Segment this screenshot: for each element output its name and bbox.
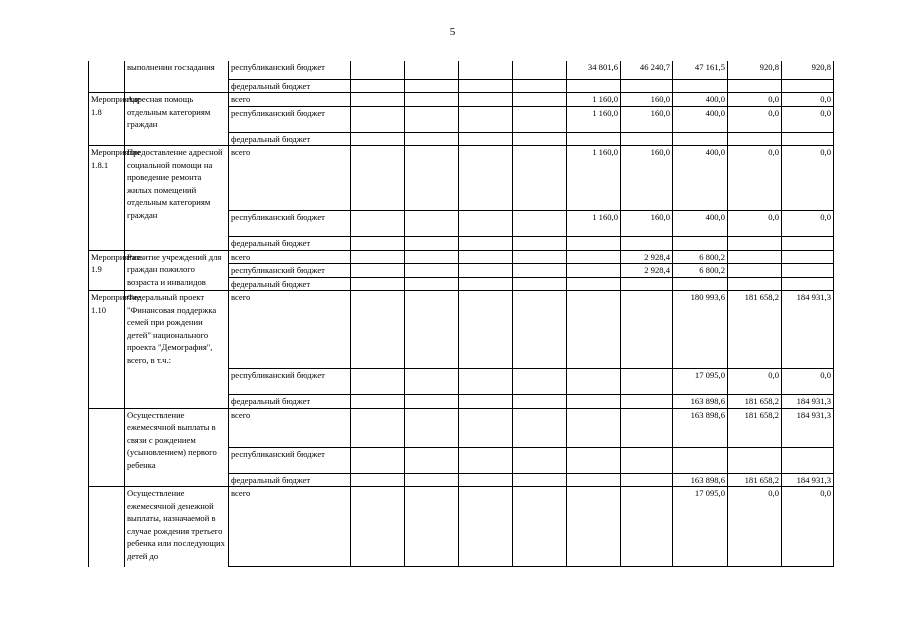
amount-cell (567, 277, 621, 291)
empty-year-cell (459, 146, 513, 211)
amount-cell (567, 408, 621, 447)
empty-year-cell (405, 211, 459, 237)
empty-year-cell (351, 487, 405, 567)
amount-cell: 1 160,0 (567, 106, 621, 132)
funding-source-cell: всего (229, 291, 351, 369)
empty-year-cell (459, 61, 513, 79)
empty-year-cell (351, 408, 405, 447)
measure-title-cell: выполнении госзадания (125, 61, 229, 93)
amount-cell: 6 800,2 (673, 264, 728, 278)
funding-source-cell: всего (229, 146, 351, 211)
table-row (89, 250, 834, 264)
amount-cell (621, 395, 673, 409)
funding-source-cell: всего (229, 487, 351, 567)
empty-year-cell (459, 447, 513, 473)
measure-code-cell (89, 487, 125, 567)
empty-year-cell (513, 291, 567, 369)
empty-year-cell (405, 473, 459, 487)
amount-cell (621, 447, 673, 473)
empty-year-cell (513, 211, 567, 237)
amount-cell (567, 447, 621, 473)
empty-year-cell (459, 250, 513, 264)
empty-year-cell (513, 447, 567, 473)
amount-cell (673, 237, 728, 251)
amount-cell (782, 132, 834, 146)
funding-source-cell: федеральный бюджет (229, 132, 351, 146)
empty-year-cell (351, 473, 405, 487)
empty-year-cell (513, 146, 567, 211)
empty-year-cell (405, 291, 459, 369)
amount-cell (567, 250, 621, 264)
amount-cell (621, 237, 673, 251)
amount-cell: 46 240,7 (621, 61, 673, 79)
amount-cell (621, 408, 673, 447)
empty-year-cell (405, 447, 459, 473)
amount-cell: 920,8 (728, 61, 782, 79)
amount-cell: 181 658,2 (728, 408, 782, 447)
amount-cell (567, 132, 621, 146)
amount-cell: 160,0 (621, 211, 673, 237)
table-row (89, 291, 834, 369)
amount-cell: 0,0 (728, 146, 782, 211)
amount-cell: 0,0 (728, 369, 782, 395)
amount-cell (673, 79, 728, 93)
empty-year-cell (459, 395, 513, 409)
amount-cell: 17 095,0 (673, 369, 728, 395)
amount-cell: 184 931,3 (782, 395, 834, 409)
empty-year-cell (405, 132, 459, 146)
funding-source-cell: республиканский бюджет (229, 264, 351, 278)
amount-cell (567, 237, 621, 251)
amount-cell: 0,0 (782, 146, 834, 211)
empty-year-cell (513, 369, 567, 395)
amount-cell (782, 277, 834, 291)
empty-year-cell (513, 277, 567, 291)
amount-cell: 1 160,0 (567, 146, 621, 211)
amount-cell (621, 291, 673, 369)
empty-year-cell (351, 447, 405, 473)
amount-cell: 0,0 (782, 106, 834, 132)
amount-cell: 0,0 (728, 211, 782, 237)
amount-cell: 400,0 (673, 146, 728, 211)
amount-cell (567, 79, 621, 93)
amount-cell (728, 250, 782, 264)
funding-source-cell: республиканский бюджет (229, 211, 351, 237)
empty-year-cell (459, 369, 513, 395)
measure-title-cell: Осуществление ежемесячной выплаты в связи с рождением (усыновлением) первого ребенка (125, 408, 229, 487)
amount-cell: 1 160,0 (567, 211, 621, 237)
funding-source-cell: всего (229, 250, 351, 264)
amount-cell: 0,0 (728, 487, 782, 567)
measure-title-cell: Осуществление ежемесячной денежной выплаты, назначаемой в случае рождения третьего ребенка или последующих детей до (125, 487, 229, 567)
empty-year-cell (351, 369, 405, 395)
funding-source-cell: федеральный бюджет (229, 395, 351, 409)
amount-cell: 400,0 (673, 93, 728, 107)
empty-year-cell (459, 237, 513, 251)
funding-source-cell: всего (229, 93, 351, 107)
measure-code-cell: Мероприятие 1.8.1 (89, 146, 125, 251)
empty-year-cell (405, 487, 459, 567)
amount-cell: 17 095,0 (673, 487, 728, 567)
empty-year-cell (513, 487, 567, 567)
funding-source-cell: республиканский бюджет (229, 61, 351, 79)
amount-cell: 0,0 (782, 369, 834, 395)
empty-year-cell (351, 79, 405, 93)
empty-year-cell (459, 132, 513, 146)
amount-cell: 163 898,6 (673, 395, 728, 409)
empty-year-cell (459, 264, 513, 278)
amount-cell: 184 931,3 (782, 473, 834, 487)
empty-year-cell (513, 473, 567, 487)
empty-year-cell (351, 264, 405, 278)
empty-year-cell (405, 93, 459, 107)
measure-title-cell: Развитие учреждений для граждан пожилого возраста и инвалидов (125, 250, 229, 291)
empty-year-cell (351, 237, 405, 251)
empty-year-cell (459, 473, 513, 487)
empty-year-cell (459, 487, 513, 567)
empty-year-cell (513, 79, 567, 93)
amount-cell (621, 487, 673, 567)
amount-cell: 0,0 (728, 106, 782, 132)
budget-table-sheet (88, 61, 833, 561)
empty-year-cell (459, 277, 513, 291)
empty-year-cell (351, 395, 405, 409)
amount-cell (782, 264, 834, 278)
funding-source-cell: республиканский бюджет (229, 106, 351, 132)
empty-year-cell (513, 61, 567, 79)
amount-cell: 181 658,2 (728, 395, 782, 409)
empty-year-cell (405, 395, 459, 409)
amount-cell: 0,0 (782, 93, 834, 107)
table-row (89, 408, 834, 447)
amount-cell (621, 369, 673, 395)
amount-cell (621, 473, 673, 487)
amount-cell: 400,0 (673, 106, 728, 132)
table-row (89, 93, 834, 107)
amount-cell (673, 277, 728, 291)
amount-cell (567, 369, 621, 395)
empty-year-cell (405, 146, 459, 211)
measure-title-cell: Адресная помощь отдельным категориям граждан (125, 93, 229, 146)
page-number: 5 (449, 26, 456, 38)
measure-code-cell: Мероприятие 1.9 (89, 250, 125, 291)
funding-source-cell: республиканский бюджет (229, 369, 351, 395)
amount-cell: 0,0 (782, 211, 834, 237)
empty-year-cell (459, 79, 513, 93)
empty-year-cell (405, 237, 459, 251)
amount-cell (728, 79, 782, 93)
empty-year-cell (405, 79, 459, 93)
amount-cell (567, 487, 621, 567)
empty-year-cell (405, 408, 459, 447)
measure-code-cell: Мероприятие 1.8 (89, 93, 125, 146)
amount-cell (782, 237, 834, 251)
empty-year-cell (351, 146, 405, 211)
amount-cell (673, 447, 728, 473)
amount-cell (728, 237, 782, 251)
amount-cell: 160,0 (621, 146, 673, 211)
funding-source-cell: всего (229, 408, 351, 447)
amount-cell: 160,0 (621, 106, 673, 132)
empty-year-cell (459, 211, 513, 237)
amount-cell: 2 928,4 (621, 264, 673, 278)
amount-cell (567, 291, 621, 369)
measure-title-cell: Федеральный проект "Финансовая поддержка семей при рождении детей" национального проекта "Демография", всего, в т.ч.: (125, 291, 229, 409)
amount-cell (782, 79, 834, 93)
amount-cell (728, 277, 782, 291)
empty-year-cell (405, 369, 459, 395)
table-row (89, 146, 834, 211)
table-row (89, 487, 834, 567)
amount-cell: 0,0 (728, 93, 782, 107)
measure-code-cell: Мероприятие 1.10 (89, 291, 125, 409)
amount-cell (621, 79, 673, 93)
empty-year-cell (351, 211, 405, 237)
empty-year-cell (405, 277, 459, 291)
amount-cell: 1 160,0 (567, 93, 621, 107)
amount-cell (782, 250, 834, 264)
empty-year-cell (405, 250, 459, 264)
amount-cell: 0,0 (782, 487, 834, 567)
measure-title-cell: Предоставление адресной социальной помощи на проведение ремонта жилых помещений отдельным категориям граждан (125, 146, 229, 251)
funding-source-cell: федеральный бюджет (229, 277, 351, 291)
empty-year-cell (405, 264, 459, 278)
amount-cell (567, 264, 621, 278)
amount-cell: 184 931,3 (782, 291, 834, 369)
measure-code-cell (89, 408, 125, 487)
amount-cell (782, 447, 834, 473)
amount-cell (621, 132, 673, 146)
amount-cell: 34 801,6 (567, 61, 621, 79)
amount-cell: 181 658,2 (728, 291, 782, 369)
empty-year-cell (513, 408, 567, 447)
measure-code-cell (89, 61, 125, 93)
empty-year-cell (513, 93, 567, 107)
amount-cell (621, 277, 673, 291)
amount-cell: 163 898,6 (673, 408, 728, 447)
amount-cell: 47 161,5 (673, 61, 728, 79)
table-row (89, 61, 834, 79)
budget-table (88, 61, 834, 567)
amount-cell (728, 264, 782, 278)
amount-cell (728, 447, 782, 473)
amount-cell: 163 898,6 (673, 473, 728, 487)
empty-year-cell (513, 250, 567, 264)
funding-source-cell: республиканский бюджет (229, 447, 351, 473)
empty-year-cell (459, 408, 513, 447)
amount-cell: 6 800,2 (673, 250, 728, 264)
empty-year-cell (351, 277, 405, 291)
amount-cell: 400,0 (673, 211, 728, 237)
amount-cell (673, 132, 728, 146)
empty-year-cell (459, 93, 513, 107)
empty-year-cell (513, 237, 567, 251)
amount-cell: 181 658,2 (728, 473, 782, 487)
funding-source-cell: федеральный бюджет (229, 237, 351, 251)
amount-cell: 160,0 (621, 93, 673, 107)
empty-year-cell (513, 264, 567, 278)
empty-year-cell (459, 106, 513, 132)
amount-cell (728, 132, 782, 146)
empty-year-cell (513, 132, 567, 146)
funding-source-cell: федеральный бюджет (229, 473, 351, 487)
empty-year-cell (351, 106, 405, 132)
empty-year-cell (351, 93, 405, 107)
empty-year-cell (513, 106, 567, 132)
empty-year-cell (405, 106, 459, 132)
amount-cell: 184 931,3 (782, 408, 834, 447)
empty-year-cell (513, 395, 567, 409)
empty-year-cell (351, 61, 405, 79)
empty-year-cell (405, 61, 459, 79)
empty-year-cell (351, 132, 405, 146)
amount-cell (567, 395, 621, 409)
empty-year-cell (351, 291, 405, 369)
amount-cell: 2 928,4 (621, 250, 673, 264)
empty-year-cell (459, 291, 513, 369)
empty-year-cell (351, 250, 405, 264)
funding-source-cell: федеральный бюджет (229, 79, 351, 93)
amount-cell (567, 473, 621, 487)
amount-cell: 180 993,6 (673, 291, 728, 369)
amount-cell: 920,8 (782, 61, 834, 79)
